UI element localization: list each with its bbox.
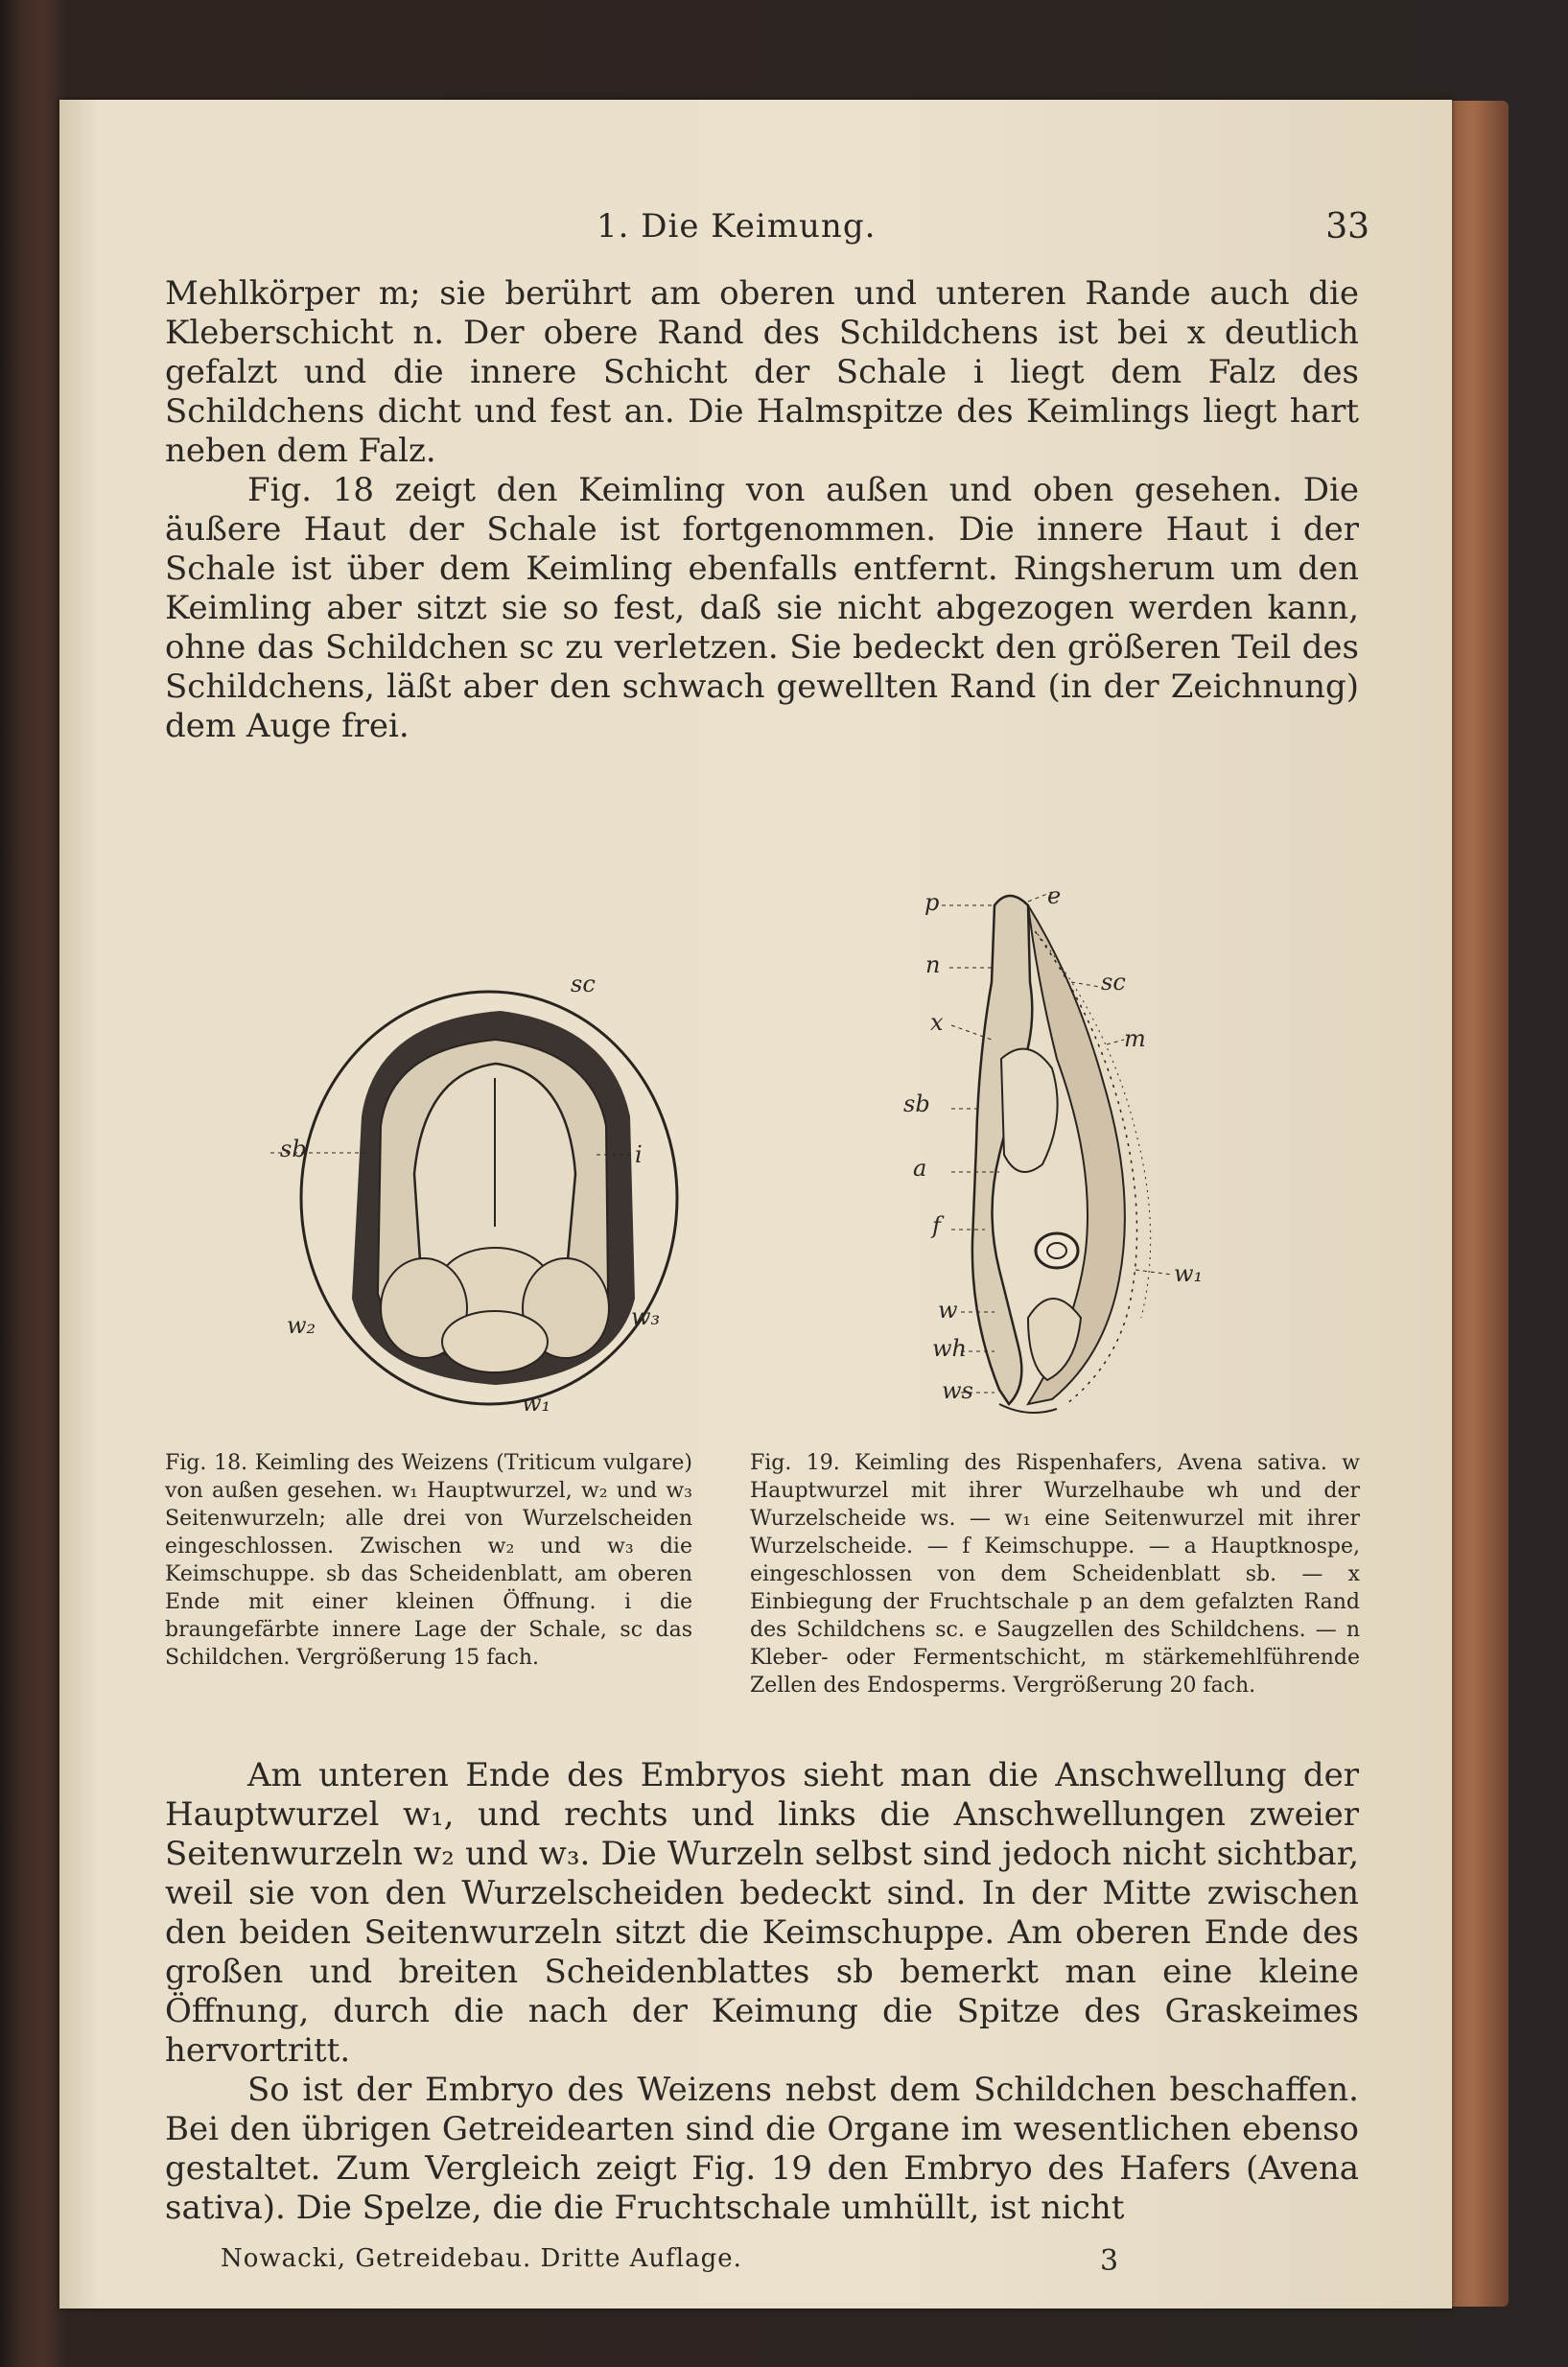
paragraph: Am unteren Ende des Embryos sieht man die Anschwellung der Hauptwurzel w₁, und rechts und links die Anschwellungen zweier Seitenwurzeln w₂ und w₃. Die Wurzeln selbst sind jedoch nicht sichtbar, weil sie von den Wurzelscheiden bedeckt sind. In der Mitte zwischen den beiden Seitenwurzeln sitzt die Keimschuppe. Am oberen Ende des großen und breiten Scheidenblattes sb bemerkt man eine kleine Öffnung, durch die nach der Keimung die Spitze des Graskeimes hervortritt.: [165, 1756, 1359, 2070]
fig18-label-w3: w₃: [631, 1303, 661, 1330]
figure-18: [270, 971, 721, 1433]
running-head: 1. Die Keimung.: [597, 207, 877, 246]
fig19-label-w1: w₁: [1174, 1260, 1204, 1287]
fig18-label-sb: sb: [280, 1136, 307, 1162]
fig19-label-sc: sc: [1101, 969, 1126, 996]
signature-number: 3: [1100, 2244, 1119, 2278]
text-block-top: [165, 274, 1359, 746]
fig19-label-wh: wh: [932, 1335, 967, 1362]
fig18-label-i: i: [635, 1141, 643, 1168]
figure-18-caption: Fig. 18. Keimling des Weizens (Triticum vulgare) von außen gesehen. w₁ Hauptwurzel, w₂ und w₃ Seitenwurzeln; alle drei von Wurzelscheiden eingeschlossen. Zwischen w₂ und w₃ die Keimschuppe. sb das Scheidenblatt, am oberen Ende mit einer kleinen Öffnung. i die braungefärbte innere Lage der Schale, sc das Schildchen. Vergrößerung 15 fach.: [165, 1451, 692, 1670]
fig19-label-w: w: [938, 1297, 958, 1324]
page-number: 33: [1325, 207, 1369, 246]
fig19-label-a: a: [913, 1155, 927, 1182]
paragraph: So ist der Embryo des Weizens nebst dem Schildchen beschaffen. Bei den übrigen Getreidearten sind die Organe im wesentlichen ebenso gestaltet. Zum Vergleich zeigt Fig. 19 den Embryo des Hafers (Avena sativa). Die Spelze, die die Fruchtschale umhüllt, ist nicht: [165, 2071, 1359, 2227]
figure-19-caption: Fig. 19. Keimling des Rispenhafers, Avena sativa. w Hauptwurzel mit ihrer Wurzelhaube wh und der Wurzelscheide ws. — w₁ eine Seitenwurzel mit ihrer Wurzelscheide. — f Keimschuppe. — a Hauptknospe, eingeschlossen von dem Scheidenblatt sb. — x Einbiegung der Fruchtschale p an dem gefalzten Rand des Schildchens sc. e Saugzellen des Schildchens. — n Kleber- oder Fermentschicht, m stärkemehlführende Zellen des Endosperms. Vergrößerung 20 fach.: [750, 1451, 1360, 1698]
signature-line: Nowacki, Getreidebau. Dritte Auflage.: [221, 2244, 742, 2273]
text-block-bottom: [165, 1756, 1359, 2228]
book-page: [59, 100, 1452, 2308]
fig19-label-f: f: [932, 1212, 941, 1239]
figure-19: [884, 867, 1249, 1442]
fig19-label-sb: sb: [903, 1090, 930, 1117]
fig19-label-ws: ws: [942, 1377, 973, 1404]
paragraph: Mehlkörper m; sie berührt am oberen und unteren Rande auch die Kleberschicht n. Der obere Rand des Schildchens ist bei x deutlich gefalzt und die innere Schicht der Schale i liegt dem Falz des Schildchens dicht und fest an. Die Halmspitze des Keimlings liegt hart neben dem Falz.: [165, 274, 1359, 470]
fig19-label-n: n: [925, 951, 941, 978]
book-cover-edge: [1443, 101, 1509, 2307]
fig19-label-e: e: [1047, 882, 1062, 909]
page-header: [59, 207, 1452, 255]
fig19-label-m: m: [1124, 1025, 1146, 1052]
figure-18-drawing: [270, 982, 721, 1433]
paragraph: Fig. 18 zeigt den Keimling von außen und oben gesehen. Die äußere Haut der Schale ist fortgenommen. Die innere Haut i der Schale ist über dem Keimling ebenfalls entfernt. Ringsherum um den Keimling aber sitzt sie so fest, daß sie nicht abgezogen werden kann, ohne das Schildchen sc zu verletzen. Sie bedeckt den größeren Teil des Schildchens, läßt aber den schwach gewellten Rand (in der Zeichnung) dem Auge frei.: [165, 471, 1359, 745]
fig19-label-x: x: [930, 1009, 944, 1036]
fig18-label-sc: sc: [571, 971, 596, 997]
fig19-label-p: p: [924, 889, 940, 916]
fig18-label-w2: w₂: [287, 1312, 316, 1339]
fig18-label-w1: w₁: [522, 1390, 551, 1417]
